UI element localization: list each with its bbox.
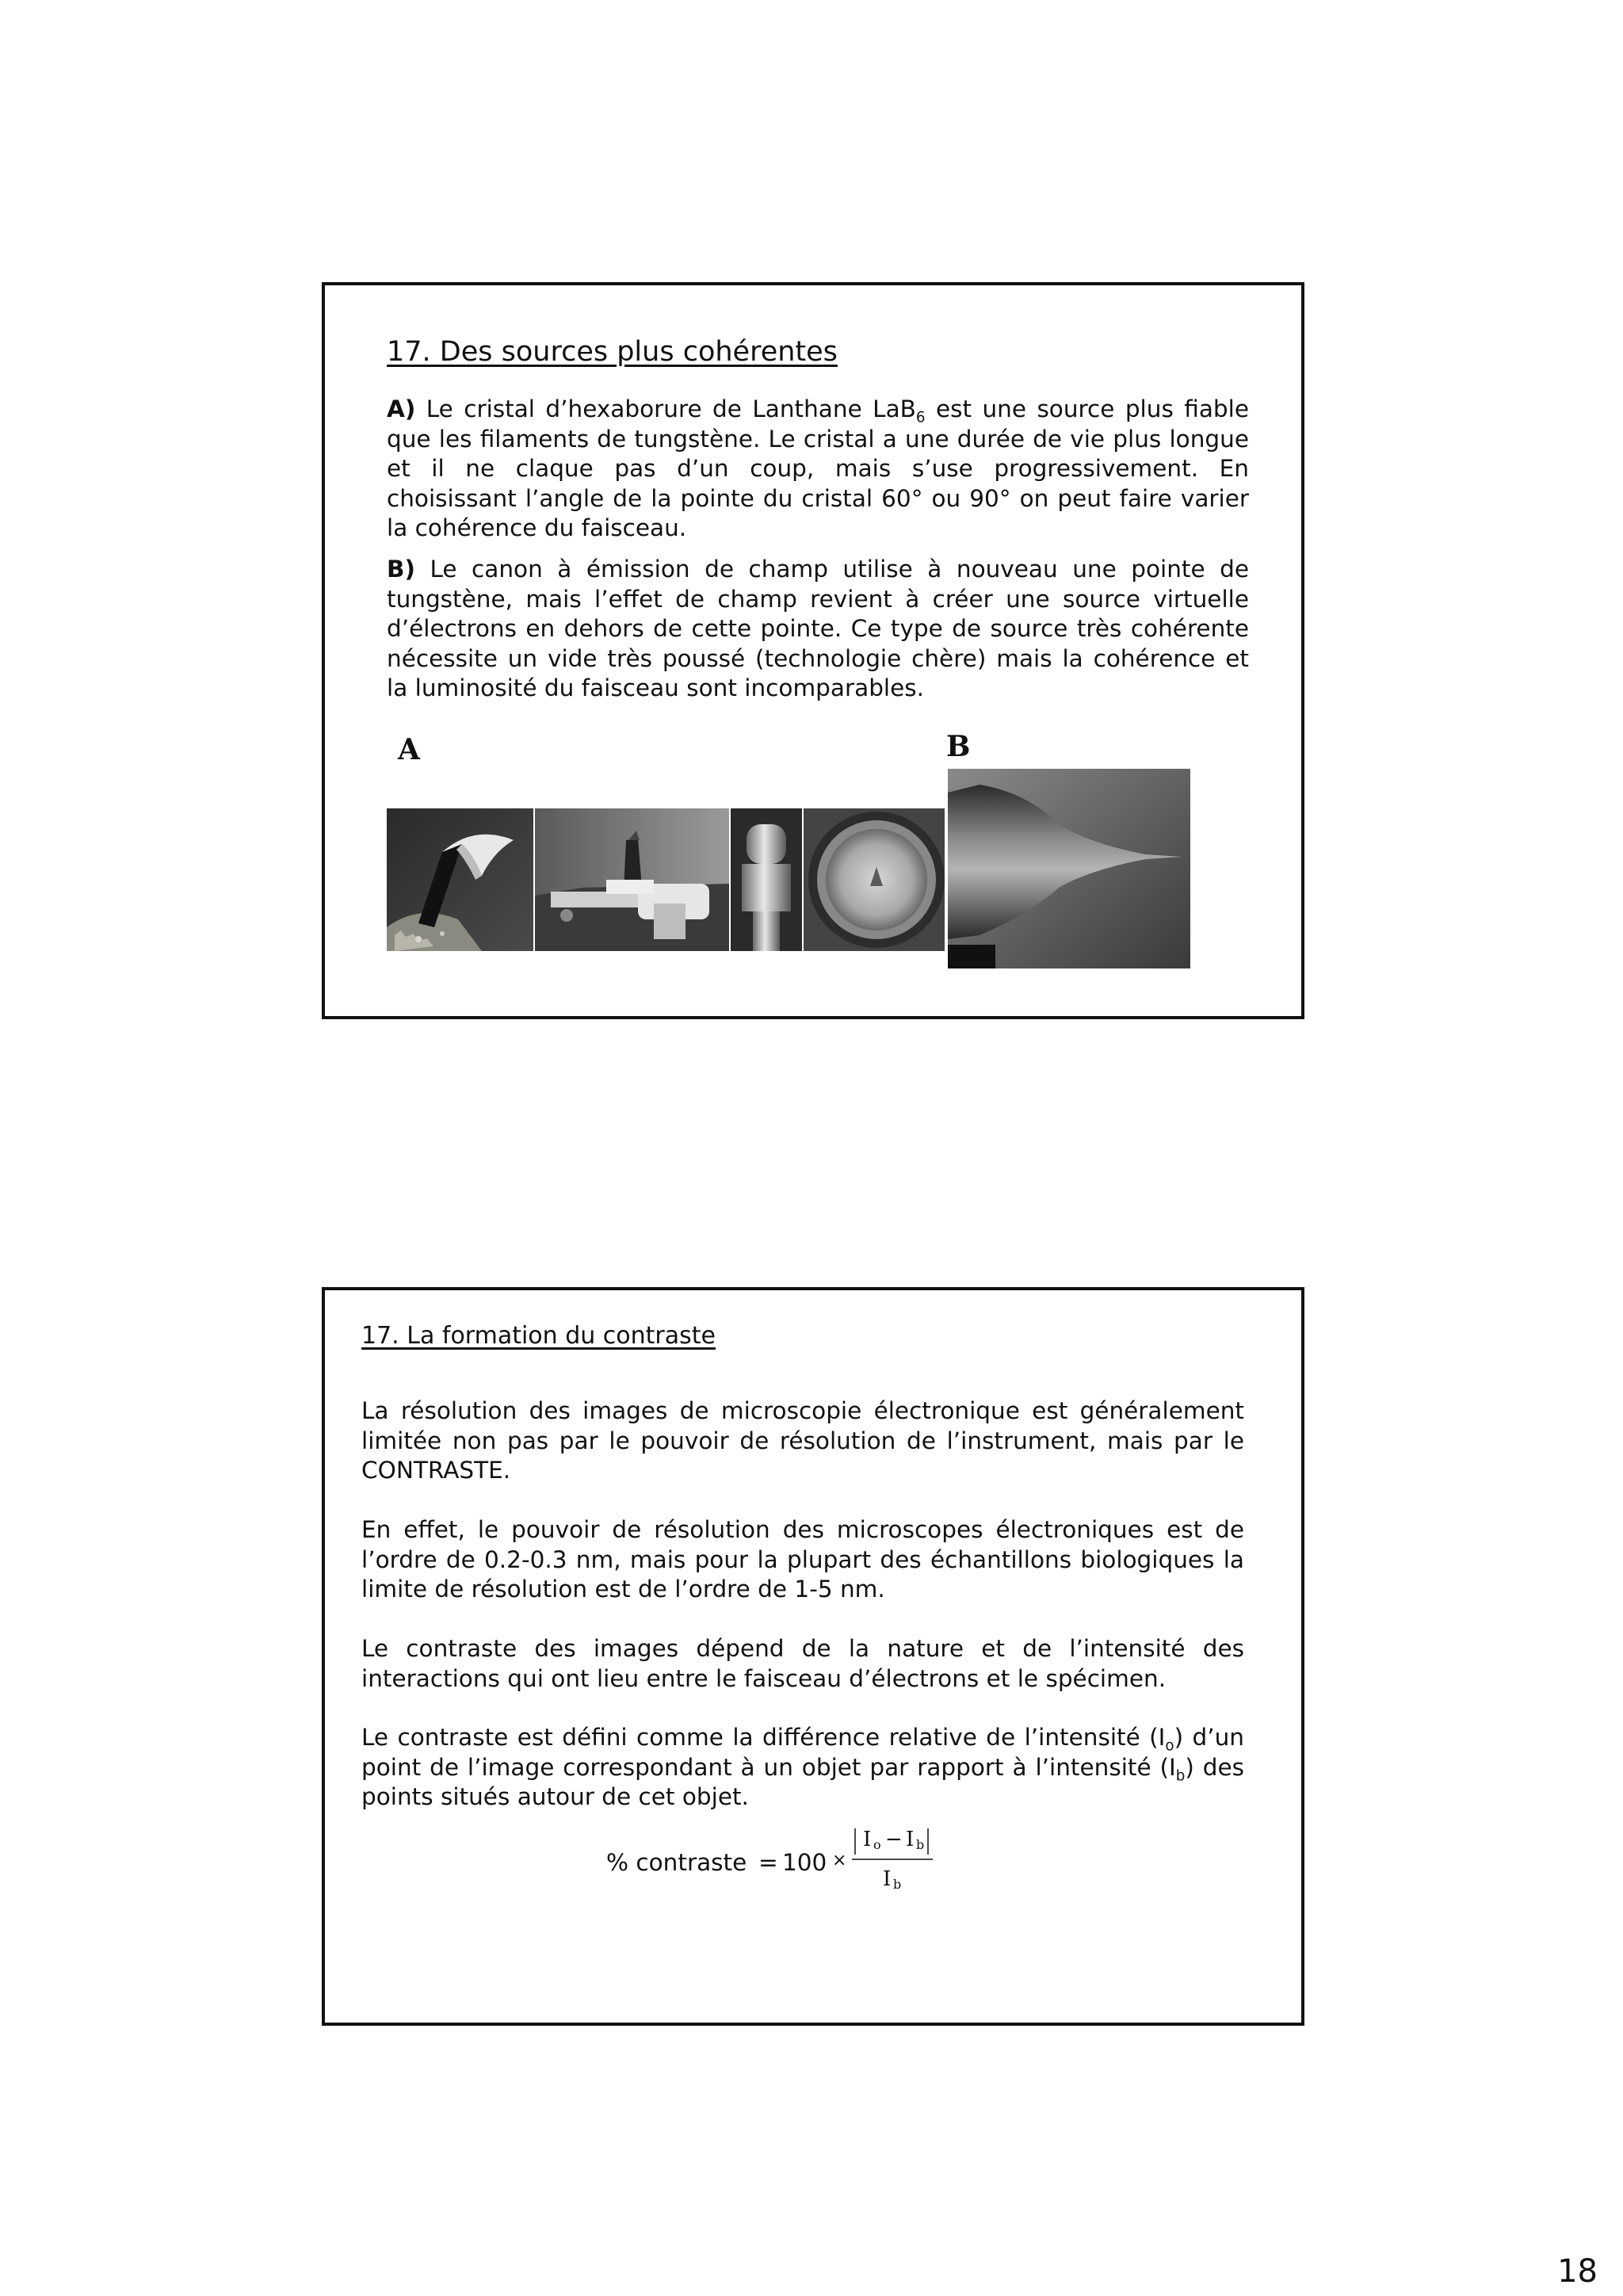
paragraph-b-text: Le canon à émission de champ utilise à nouveau une pointe de tungstène, mais l’effet de champ revient à créer une source virtuelle d’électrons en dehors de cette pointe. Ce type de source très cohérente nécessite un vide très poussé (technologie chère) mais la cohérence et la luminosité du faisceau sont incomparables. [387,556,1249,701]
paragraph-a-text-after: est une source plus fiable que les filaments de tungstène. Le cristal a une durée de vie plus longue et il ne claque pas d’un coup, mais s’use progressivement. En choisissant l’angle de la pointe du cristal 60° ou 90° on peut faire varier la cohérence du faisceau. [387,395,1249,541]
formula-times: × [832,1851,847,1870]
slide1-title: 17. Des sources plus cohérentes [387,336,838,368]
paragraph-contrast-depends: Le contraste des images dépend de la nature et de l’intensité des interactions qui ont lieu entre le faisceau d’électrons et le spécimen. [361,1635,1244,1692]
paragraph-a-label: A) [387,395,416,422]
formula-num-sub-b: b [916,1837,925,1852]
contrast-formula [606,1826,987,1913]
paragraph-resolution-order: En effet, le pouvoir de résolution des microscopes électroniques est de l’ordre de 0.2-0.3 nm, mais pour la plupart des échantillons biologiques la limite de résolution est de l’ordre de 1-5 nm. [361,1516,1244,1603]
formula-num-i1: I [863,1828,872,1851]
slide2-title: 17. La formation du contraste [361,1322,716,1350]
paragraph-a [387,395,1249,544]
photo-disk-tip [804,808,945,951]
figure-label-a: A [398,733,420,766]
formula-lhs: % contraste [606,1849,747,1876]
paragraph-contrast-definition [361,1723,1244,1813]
paragraph-a-text-before: Le cristal d’hexaborure de Lanthane LaB [426,395,916,422]
definition-sub-b: b [1175,1767,1186,1784]
definition-part2: ) d’un point de l’image correspondant à un objet par rapport à l’intensité (I [361,1724,1244,1781]
photo-field-emission-tip [948,769,1190,968]
formula-minus: − [885,1828,903,1851]
formula-num-sub-o: o [873,1837,881,1852]
formula-den-sub-b: b [893,1877,902,1892]
paragraph-b [387,555,1249,704]
paragraph-a-subscript: 6 [915,409,926,426]
formula-den-i: I [883,1867,892,1891]
formula-factor: 100 [782,1849,827,1876]
formula-equals: = [758,1849,778,1876]
page-number: 18 [1557,2253,1598,2290]
paragraph-resolution: La résolution des images de microscopie électronique est généralement limitée non pas par le pouvoir de résolution de l’instrument, mais par le CONTRASTE. [361,1397,1244,1484]
photo-crystal-mount [535,808,729,951]
definition-sub-o: o [1165,1737,1174,1755]
photo-rod [731,808,802,951]
definition-part3: ) des points situés autour de cet objet. [361,1753,1244,1810]
slide-contrast [322,1287,1304,2026]
definition-part1: Le contraste est défini comme la différence relative de l’intensité (I [361,1724,1166,1751]
formula-num-i2: I [906,1828,915,1851]
slide-sources [322,282,1304,1019]
figure-label-b: B [946,730,971,763]
photo-lab6-crystal [387,808,533,951]
paragraph-b-label: B) [387,556,415,583]
